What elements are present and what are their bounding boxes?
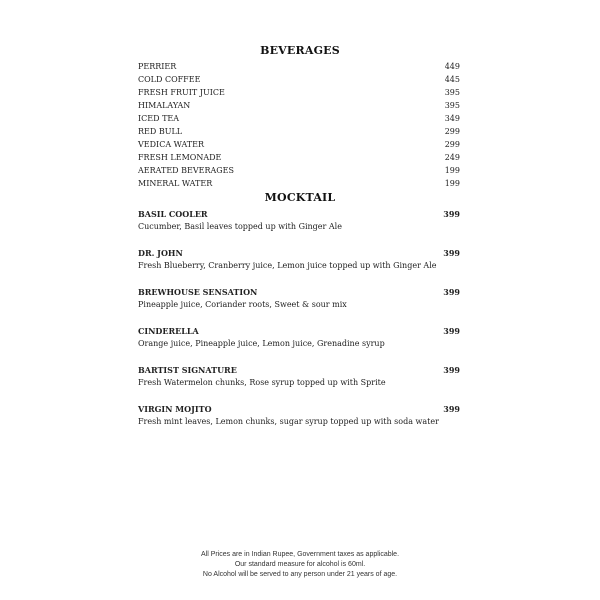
mocktail-list [138,207,460,441]
item-name: VIRGIN MOJITO [138,403,212,414]
item-name: CINDERELLA [138,325,199,336]
footer-notes [0,550,600,580]
item-price: 395 [444,101,460,110]
list-item [138,151,460,164]
item-price: 349 [444,114,460,123]
item-price: 399 [443,208,460,219]
item-price: 399 [443,247,460,258]
item-name: FRESH LEMONADE [138,153,222,162]
item-name: BREWHOUSE SENSATION [138,286,258,297]
list-item [138,112,460,125]
list-item [138,402,460,441]
list-item [138,164,460,177]
item-description: Cucumber, Basil leaves topped up with Ginger Ale [138,222,342,231]
list-item [138,246,460,285]
item-price: 399 [443,364,460,375]
list-item [138,86,460,99]
item-name: BARTIST SIGNATURE [138,364,237,375]
item-name: BASIL COOLER [138,208,208,219]
item-description: Fresh Watermelon chunks, Rose syrup topped up with Sprite [138,378,386,387]
item-price: 399 [443,403,460,414]
item-price: 399 [443,286,460,297]
item-name: FRESH FRUIT JUICE [138,88,225,97]
item-description: Fresh mint leaves, Lemon chunks, sugar syrup topped up with soda water [138,417,439,426]
item-price: 399 [443,325,460,336]
item-price: 395 [444,88,460,97]
item-name: PERRIER [138,62,177,71]
beverages-list [138,60,460,190]
list-item [138,99,460,112]
beverages-title: BEVERAGES [260,44,340,57]
item-description: Pineapple juice, Coriander roots, Sweet & sour mix [138,300,347,309]
list-item [138,73,460,86]
list-item [138,285,460,324]
item-name: MINERAL WATER [138,179,213,188]
item-name: DR. JOHN [138,247,183,258]
item-price: 249 [444,153,460,162]
footer-line: No Alcohol will be served to any person under 21 years of age. [202,571,398,578]
item-price: 445 [444,75,460,84]
item-description: Fresh Blueberry, Cranberry juice, Lemon juice topped up with Ginger Ale [138,261,437,270]
list-item [138,125,460,138]
item-price: 449 [444,62,460,71]
item-name: VEDICA WATER [138,140,204,149]
list-item [138,177,460,190]
list-item [138,60,460,73]
item-name: HIMALAYAN [138,101,191,110]
item-name: AERATED BEVERAGES [138,166,234,175]
item-price: 199 [444,179,460,188]
list-item [138,207,460,246]
item-price: 199 [444,166,460,175]
item-name: RED BULL [138,127,183,136]
list-item [138,138,460,151]
footer-line: All Prices are in Indian Rupee, Government taxes as applicable. [200,551,400,558]
item-price: 299 [444,140,460,149]
mocktail-title: MOCKTAIL [264,191,336,204]
list-item [138,363,460,402]
footer-line: Our standard measure for alcohol is 60ml. [234,561,366,568]
item-name: COLD COFFEE [138,75,201,84]
item-description: Orange juice, Pineapple juice, Lemon juice, Grenadine syrup [138,339,385,348]
list-item [138,324,460,363]
item-name: ICED TEA [138,114,180,123]
item-price: 299 [444,127,460,136]
